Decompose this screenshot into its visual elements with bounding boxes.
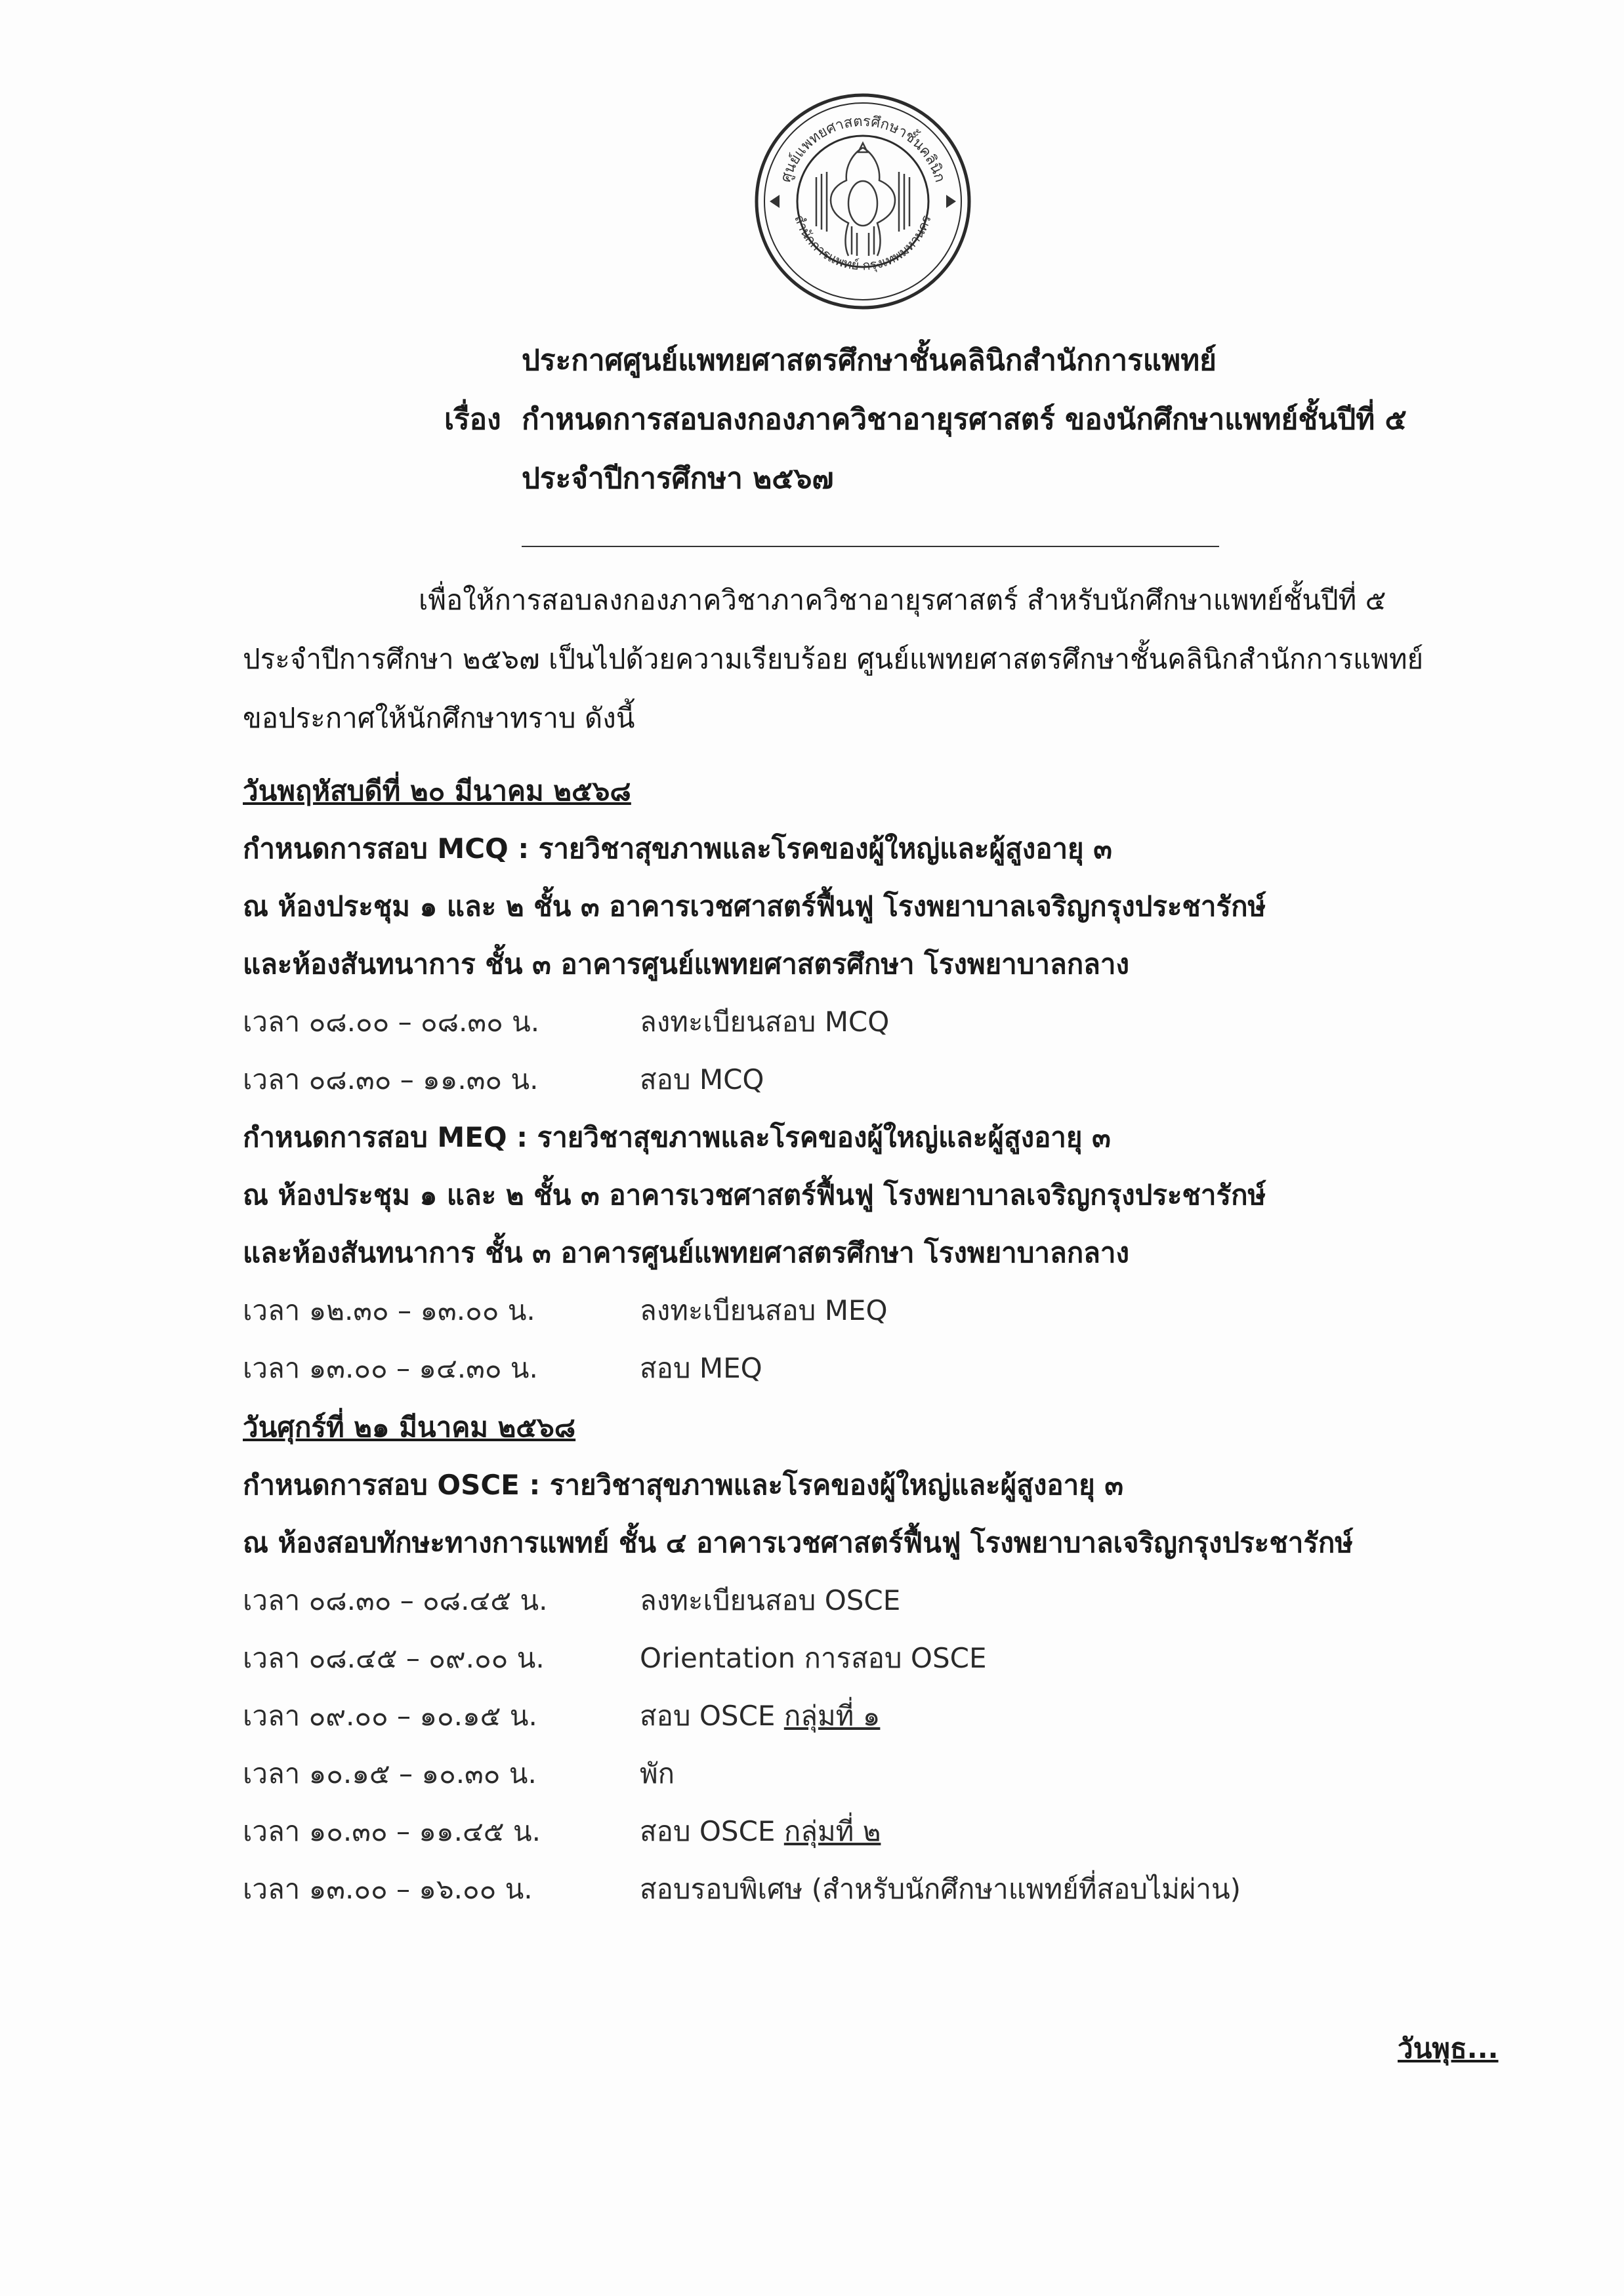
institution-seal — [753, 92, 972, 311]
intro-line-3: ขอประกาศให้นักศึกษาทราบ ดังนี้ — [243, 702, 635, 734]
announcement-header — [444, 331, 1506, 508]
intro-paragraph — [243, 571, 1496, 748]
schedule-row — [243, 1630, 1503, 1687]
header-divider — [522, 546, 1219, 547]
schedule-time: เวลา ๐๘.๐๐ – ๐๘.๓๐ น. — [243, 1006, 540, 1038]
mcq-venue-line-2: และห้องสันทนาการ ชั้น ๓ อาคารศูนย์แพทยศาสตรศึกษา โรงพยาบาลกลาง — [243, 948, 1129, 980]
day-heading-thursday: วันพฤหัสบดีที่ ๒๐ มีนาคม ๒๕๖๘ — [243, 775, 631, 807]
schedule-time: เวลา ๐๘.๓๐ – ๐๘.๔๕ น. — [243, 1584, 548, 1616]
svg-text:สำนักการแพทย์ กรุงเทพมหานคร: สำนักการแพทย์ กรุงเทพมหานคร — [791, 213, 934, 274]
group-label: กลุ่มที่ ๑ — [783, 1700, 881, 1732]
academic-year-line: ประจำปีการศึกษา ๒๕๖๗ — [522, 462, 834, 495]
schedule-activity: ลงทะเบียนสอบ OSCE — [640, 1584, 901, 1616]
schedule-time: เวลา ๐๙.๐๐ – ๑๐.๑๕ น. — [243, 1700, 537, 1732]
schedule-time: เวลา ๐๘.๓๐ – ๑๑.๓๐ น. — [243, 1063, 539, 1096]
schedule-row — [243, 1745, 1503, 1803]
intro-line-1: เพื่อให้การสอบลงกองภาควิชาภาควิชาอายุรศาสตร์ สำหรับนักศึกษาแพทย์ชั้นปีที่ ๕ — [419, 584, 1386, 616]
osce-venue-line-1: ณ ห้องสอบทักษะทางการแพทย์ ชั้น ๔ อาคารเวชศาสตร์ฟื้นฟู โรงพยาบาลเจริญกรุงประชารักษ์ — [243, 1527, 1353, 1559]
group-label: กลุ่มที่ ๒ — [783, 1815, 881, 1847]
intro-line-2: ประจำปีการศึกษา ๒๕๖๗ เป็นไปด้วยความเรียบร้อย ศูนย์แพทยศาสตรศึกษาชั้นคลินิกสำนักการแพทย์ — [243, 643, 1424, 675]
osce-title: กำหนดการสอบ OSCE : รายวิชาสุขภาพและโรคของผู้ใหญ่และผู้สูงอายุ ๓ — [243, 1469, 1124, 1501]
schedule-activity — [640, 1803, 1503, 1860]
activity-label: สอบ OSCE — [640, 1700, 776, 1732]
schedule-time: เวลา ๑๓.๐๐ – ๑๖.๐๐ น. — [243, 1873, 533, 1905]
meq-title: กำหนดการสอบ MEQ : รายวิชาสุขภาพและโรคของผู้ใหญ่และผู้สูงอายุ ๓ — [243, 1121, 1111, 1153]
schedule-time: เวลา ๑๓.๐๐ – ๑๔.๓๐ น. — [243, 1352, 538, 1384]
seal-emblem-icon — [753, 92, 972, 311]
schedule-activity: สอบรอบพิเศษ (สำหรับนักศึกษาแพทย์ที่สอบไม่ผ่าน) — [640, 1873, 1241, 1905]
schedule-row — [243, 1687, 1503, 1745]
mcq-title: กำหนดการสอบ MCQ : รายวิชาสุขภาพและโรคของผู้ใหญ่และผู้สูงอายุ ๓ — [243, 832, 1112, 865]
mcq-venue-line-1: ณ ห้องประชุม ๑ และ ๒ ชั้น ๓ อาคารเวชศาสตร์ฟื้นฟู โรงพยาบาลเจริญกรุงประชารักษ์ — [243, 890, 1266, 922]
schedule-row — [243, 1860, 1503, 1918]
schedule-row — [243, 1340, 1503, 1397]
meq-venue-line-2: และห้องสันทนาการ ชั้น ๓ อาคารศูนย์แพทยศาสตรศึกษา โรงพยาบาลกลาง — [243, 1237, 1129, 1269]
schedule-time: เวลา ๑๐.๑๕ – ๑๐.๓๐ น. — [243, 1757, 537, 1790]
schedule-row — [243, 1282, 1503, 1340]
schedule-row — [243, 993, 1503, 1051]
announcement-title: ประกาศศูนย์แพทยศาสตรศึกษาชั้นคลินิกสำนักการแพทย์ — [522, 344, 1217, 377]
subject-label: เรื่อง — [444, 403, 501, 436]
continuation-marker: วันพุธ... — [1398, 2032, 1499, 2064]
schedule-activity: สอบ MCQ — [640, 1063, 764, 1096]
schedule-activity — [640, 1687, 1503, 1745]
subject-text: กำหนดการสอบลงกองภาควิชาอายุรศาสตร์ ของนักศึกษาแพทย์ชั้นปีที่ ๕ — [522, 403, 1407, 436]
svg-text:ศูนย์แพทยศาสตรศึกษาชั้นคลินิก: ศูนย์แพทยศาสตรศึกษาชั้นคลินิก — [778, 113, 948, 184]
schedule-activity: พัก — [640, 1757, 675, 1790]
schedule-activity: ลงทะเบียนสอบ MCQ — [640, 1006, 890, 1038]
schedule-activity: Orientation การสอบ OSCE — [640, 1642, 987, 1674]
exam-schedule — [243, 761, 1503, 1918]
announcement-subject-row — [444, 390, 1506, 449]
schedule-time: เวลา ๐๘.๔๕ – ๐๙.๐๐ น. — [243, 1642, 545, 1674]
schedule-time: เวลา ๑๐.๓๐ – ๑๑.๔๕ น. — [243, 1815, 541, 1847]
schedule-row — [243, 1803, 1503, 1860]
schedule-row — [243, 1572, 1503, 1630]
activity-label: สอบ OSCE — [640, 1815, 776, 1847]
meq-venue-line-1: ณ ห้องประชุม ๑ และ ๒ ชั้น ๓ อาคารเวชศาสตร์ฟื้นฟู โรงพยาบาลเจริญกรุงประชารักษ์ — [243, 1179, 1266, 1211]
schedule-row — [243, 1051, 1503, 1109]
schedule-activity: สอบ MEQ — [640, 1352, 762, 1384]
schedule-activity: ลงทะเบียนสอบ MEQ — [640, 1294, 888, 1326]
schedule-time: เวลา ๑๒.๓๐ – ๑๓.๐๐ น. — [243, 1294, 535, 1326]
day-heading-friday: วันศุกร์ที่ ๒๑ มีนาคม ๒๕๖๘ — [243, 1411, 576, 1443]
